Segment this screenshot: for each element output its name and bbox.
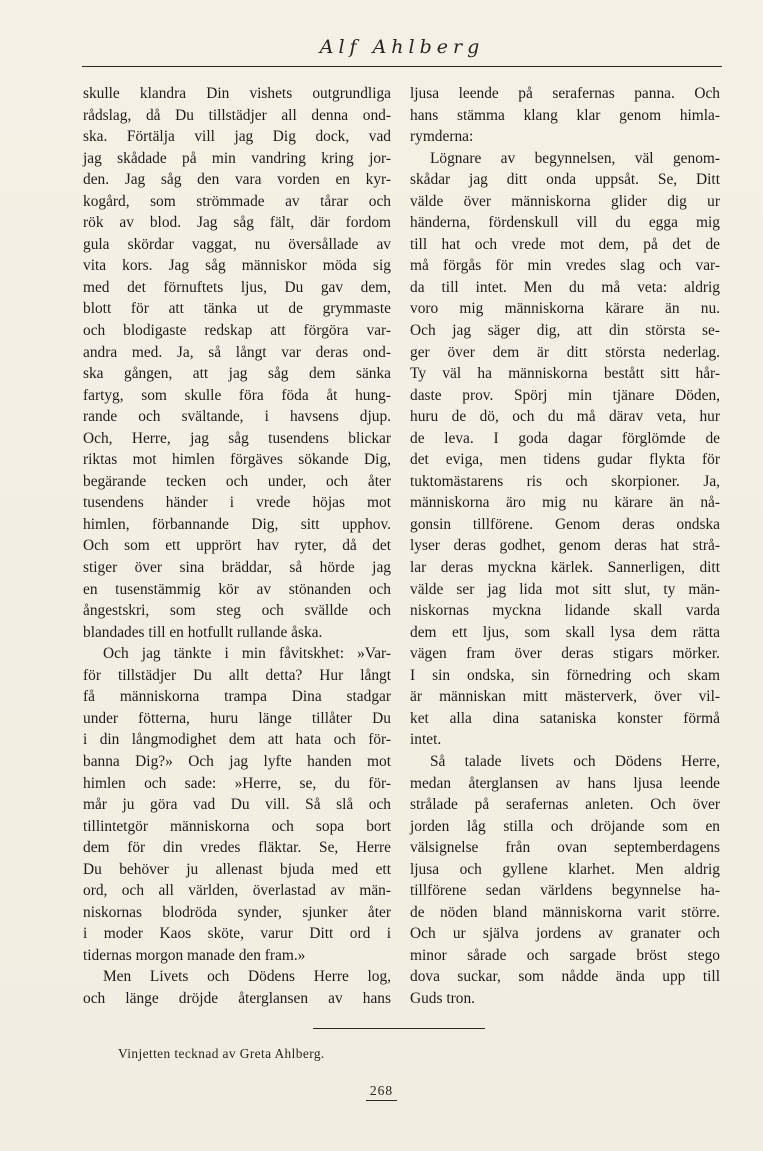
text-line: strålade på serafernas anleten. Och över bbox=[410, 796, 720, 814]
text-line: är människan mitt mästerverk, över vil- bbox=[410, 688, 720, 706]
text-line: de nöden bland människorna varit större. bbox=[410, 903, 720, 921]
text-line: välsignelse från ovan septemberdagens bbox=[410, 839, 720, 857]
text-line: daste prov. Spörj min tjänare Döden, bbox=[410, 386, 720, 404]
text-line: Och jag tänkte i min fåvitskhet: »Var- bbox=[103, 645, 391, 663]
text-line: under fötterna, huru länge tillåter Du bbox=[83, 709, 391, 727]
text-line: Men Livets och Dödens Herre log, bbox=[103, 968, 391, 986]
text-line: skulle klandra Din vishets outgrundliga bbox=[83, 85, 391, 102]
right-column bbox=[410, 83, 720, 1010]
text-line: och blodigaste redskap att förgöra var- bbox=[83, 322, 391, 340]
text-line: Lögnare av begynnelsen, väl genom- bbox=[430, 149, 720, 167]
text-line: ger över dem är ditt största nederlag. bbox=[410, 343, 720, 361]
text-line: niskornas blodröda synder, sjunker åter bbox=[83, 903, 391, 921]
text-line: i moder Kaos sköte, varur Ditt ord i bbox=[83, 925, 391, 943]
text-line: Och ur själva jordens av granater och bbox=[410, 925, 720, 943]
text-line: intet. bbox=[410, 731, 442, 749]
text-line: blott för att tänka ut de grymmaste bbox=[83, 300, 391, 318]
section-divider bbox=[313, 1028, 485, 1029]
text-line: få människorna trampa Dina stadgar bbox=[83, 688, 391, 706]
text-line: tillförene sedan världens begynnelse ha- bbox=[410, 882, 720, 900]
text-line: Och jag säger dig, att din största se- bbox=[410, 322, 720, 340]
text-line: Guds tron. bbox=[410, 989, 475, 1007]
text-line: blandades till en hotfullt rullande åska. bbox=[83, 623, 323, 641]
text-line: niskornas myckna lidande skall varda bbox=[410, 602, 720, 620]
text-line: vita kors. Jag såg människor möda sig bbox=[83, 257, 391, 275]
text-line: ord, och all världen, överlastad av män- bbox=[83, 882, 391, 900]
text-line: huru de dö, och du må därav veta, hur bbox=[410, 408, 720, 426]
text-line: tillintetgör människorna och sopa bort bbox=[83, 817, 391, 835]
page-number-container bbox=[0, 1080, 763, 1101]
text-line: kogård, som strömmade av tårar och bbox=[83, 192, 391, 210]
text-line: minor sårade och sargade bröst stego bbox=[410, 946, 720, 964]
text-line: Och, Herre, jag såg tusendens blickar bbox=[83, 429, 391, 447]
text-line: skådar jag ditt onda uppsåt. Se, Ditt bbox=[410, 171, 720, 189]
text-line: välde ser jag lida mot sitt slut, ty män- bbox=[410, 580, 720, 598]
text-line: ljusa och gyllene klarhet. Men aldrig bbox=[410, 860, 720, 878]
text-line: da till intet. Men du må veta: aldrig bbox=[410, 278, 720, 296]
text-line: Så talade livets och Dödens Herre, bbox=[430, 752, 720, 770]
text-line: jorden låg stilla och dröjande som en bbox=[410, 817, 720, 835]
text-line: tuktomästarens ris och skorpioner. Ja, bbox=[410, 472, 720, 490]
text-line: lar deras myckna kärlek. Sannerligen, ditt bbox=[410, 559, 720, 577]
text-line: till hat och vrede mot dem, på det de bbox=[410, 235, 720, 253]
text-line: jag skådade på min vandring kring jor- bbox=[83, 149, 391, 167]
text-line: voro mig människorna kärare än nu. bbox=[410, 300, 720, 318]
text-line: stiger över sina bräddar, så hörde jag bbox=[83, 559, 391, 577]
text-line: Ty väl ha människorna bestått sitt hår- bbox=[410, 365, 720, 383]
text-line: gonsin tillförene. Genom deras ondska bbox=[410, 515, 720, 533]
text-line: I sin ondska, sin förnedring och skam bbox=[410, 666, 720, 684]
text-line: mår ju göra vad Du vill. Så slå och bbox=[83, 796, 391, 814]
text-line: rande och svältande, i havsens djup. bbox=[83, 408, 391, 426]
text-line: Du behöver ju allenast bjuda med ett bbox=[83, 860, 391, 878]
vignette-credit: Vinjetten tecknad av Greta Ahlberg. bbox=[118, 1046, 325, 1061]
text-line: fartyg, som skulle föra föda åt hung- bbox=[83, 386, 391, 404]
text-line: människorna äro mig nu kärare än nå- bbox=[410, 494, 720, 512]
text-line: rådslag, då Du tillstädjer all denna ond- bbox=[83, 106, 391, 124]
text-line: den. Jag såg den vara vorden en kyr- bbox=[83, 171, 391, 189]
author-title: Alf Ahlberg bbox=[319, 36, 485, 58]
text-line: medan återglansen av hans ljusa leende bbox=[410, 774, 720, 792]
text-line: tidernas morgon manade den fram.» bbox=[83, 946, 306, 964]
text-line: ska gången, att jag såg dem sänka bbox=[83, 365, 391, 383]
text-line: Och som ett upprört hav ryter, då det bbox=[83, 537, 391, 555]
text-line: och länge dröjde återglansen av hans bbox=[83, 989, 391, 1007]
text-line: dem för din vredes fläktar. Se, Herre bbox=[83, 839, 391, 857]
text-line: begärande tecken och under, och åter bbox=[83, 472, 391, 490]
text-line: hans stämma klang klar genom himla- bbox=[410, 106, 720, 124]
text-line: i din långmodighet dem att hata och för- bbox=[83, 731, 391, 749]
text-line: må förgås för min vredes slag och var- bbox=[410, 257, 720, 275]
running-header bbox=[82, 32, 722, 67]
text-line: dova suckar, som nådde ända upp till bbox=[410, 968, 720, 986]
text-line: andra med. Ja, så långt var deras ond- bbox=[83, 343, 391, 361]
text-line: dem ett ljus, som skall lysa dem rätta bbox=[410, 623, 720, 641]
text-line: med det förnuftets ljus, Du gav dem, bbox=[83, 278, 391, 296]
left-column bbox=[83, 83, 391, 1010]
text-line: gula skördar vaggat, nu översållade av bbox=[83, 235, 391, 253]
text-line: en tusenstämmig kör av stönanden och bbox=[83, 580, 391, 598]
text-line: himlen, förbannande Dig, sitt upphov. bbox=[83, 515, 391, 533]
text-line: välde över människorna glider dig ur bbox=[410, 192, 720, 210]
text-line: rymderna: bbox=[410, 128, 474, 146]
text-line: ket alla dina sataniska konster förmå bbox=[410, 709, 720, 727]
text-line: rök av blod. Jag såg fält, där fordom bbox=[83, 214, 391, 232]
text-line: för tillstädjer Du allt detta? Hur långt bbox=[83, 666, 391, 684]
text-line: tusendens händer i vrede höjas mot bbox=[83, 494, 391, 512]
text-line: banna Dig?» Och jag lyfte handen mot bbox=[83, 752, 391, 770]
text-line: lyser deras godhet, genom deras hat strå- bbox=[410, 537, 720, 555]
text-line: händerna, fördenskull vill du egga mig bbox=[410, 214, 720, 232]
text-line: riktas mot himlen förgäves sökande Dig, bbox=[83, 451, 391, 469]
text-line: vägen fram över deras stigars mörker. bbox=[410, 645, 720, 663]
text-line: ska. Förtälja vill jag Dig dock, vad bbox=[83, 128, 391, 146]
text-line: ljusa leende på serafernas panna. Och bbox=[410, 85, 720, 102]
text-line: de leva. I goda dagar förglömde de bbox=[410, 429, 720, 447]
text-line: det eviga, men tidens gudar flykta för bbox=[410, 451, 720, 469]
text-line: himlen och sade: »Herre, se, du för- bbox=[83, 774, 391, 792]
page-number: 268 bbox=[366, 1083, 397, 1101]
text-line: ångestskri, som steg och svällde och bbox=[83, 602, 391, 620]
